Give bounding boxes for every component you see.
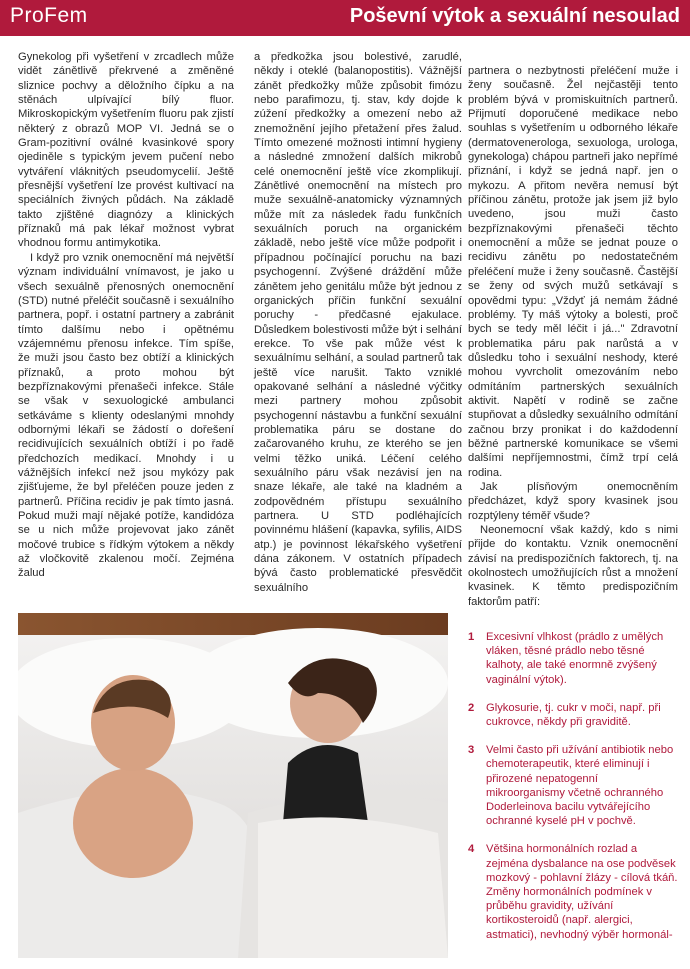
text-column-2 bbox=[254, 50, 462, 595]
list-text: Velmi často při užívání antibiotik nebo chemoterapeutik, které eliminují i přirozené nepatogenní mikroorganismy včetně ochranného Doderleinova bacilu vytvářejícího ochranné kyselé pH v pochvě. bbox=[486, 744, 674, 828]
page-header bbox=[0, 0, 690, 36]
list-number: 4 bbox=[468, 843, 475, 856]
paragraph: I když pro vznik onemocnění má největší význam individuální vnímavost, je jako u všech sexuálně přenosných onemocnění (STD) nutné přeléčit současně i sexuálního partnera, popř. i ostatní partnery a zabránit tímto dalšímu nebo i opětnému vzájemnému přenosu infekce. Tím spíše, že muži jsou často bez obtíží a klinických příznaků, a proto mohou být bezpříznakovými přenašeči infekce. Stále se však v sexuologické ambulanci setkáváme s klienty odeslanými mnohdy odbornými lékaři se žádostí o dořešení recidivujících sexuálních obtíží i po řadě předchozích medikací. Mnohdy i u vážnějších infekcí než jsou mykózy pak zjišťujeme, že byl přeléčen pouze jeden z partnerů. Příčina recidiv je pak tímto jasná. Pokud muži mají nějaké potíže, kandidóza se u nich může projevovat jako zánět močové trubice s řídkým výtokem a někdy až vločkovitě zkalenou močí. Zejména žalud bbox=[18, 251, 234, 580]
paragraph: Neonemocní však každý, kdo s nimi přijde do kontaktu. Vznik onemocnění závisí na predispozičních faktorech, tj. na okolnostech umožňujících růst a množení kvasinek. K těmto predispozičním faktorům patří: bbox=[468, 524, 678, 608]
list-text: Většina hormonálních rozlad a zejména dysbalance na ose podvěsek mozkový - pohlavní žlázy - cílová tkáň. Změny hormonálních podmínek v průběhu gravidity, užívání kortikosteroidů (např. alergici, astmatici), nevhodný výběr hormonál- bbox=[486, 843, 678, 941]
list-text: Excesivní vlhkost (prádlo z umělých vláken, těsné prádlo nebo těsné kalhoty, ale také enormně zvýšený vaginální výtok). bbox=[486, 631, 664, 686]
list-number: 2 bbox=[468, 701, 475, 714]
list-item bbox=[468, 842, 678, 941]
paragraph: a předkožka jsou bolestivé, zarudlé, někdy i oteklé (balanopostitis). Vážnější zánět předkožky může způsobit fimózu nebo parafimozu, tj. stav, kdy dojde k zúžení předkožky a omezení nebo až znemožnění jejího přetažení přes žalud. Tímto omezené možnosti intimní hygieny a následné zmnožení dalších mikrobů celé onemocnění ještě více zkomplikují. Zánětlivé onemocnění na místech pro muže sexuálně-anatomicky významných může mít za následek řadu funkčních sexuálních poruch na organickém základě, nebo ještě více může podpořit i případnou počínající poruchu na bazi psychogenní. Zvýšené dráždění může zánětem jeho genitálu může být jednou z organických příčin funkční sexuální poruchy - předčasné ejakulace. Důsledkem bolestivosti může být i selhání erekce. To vše pak může vést k sexuálnímu selhání, a soulad partnerů tak ještě více narušit. Takto vzniklé opakované selhání a následné výčitky mezi partnery mohou způsobit psychogenní nástavbu a funkční sexuální problematika páru se dostane do začarovaného kruhu, ze kterého se jen velmi těžko uniká. Léčení celého sexuálního páru však nezávisí jen na snaze lékaře, ale také na kladném a zodpovědném přístupu sexuálního partnera. U STD podléhajících povinnému hlášení (kapavka, syfilis, AIDS atp.) je povinnost lékařského vyšetření dána zákonem. V ostatních případech bývá často problematické přesvědčit sexuálního bbox=[254, 51, 462, 594]
list-text: Glykosurie, tj. cukr v moči, např. při cukrovce, někdy při graviditě. bbox=[486, 701, 661, 729]
page-title: Poševní výtok a sexuální nesoulad bbox=[349, 5, 680, 27]
predisposing-factors-list bbox=[468, 630, 678, 956]
list-item bbox=[468, 743, 678, 828]
list-number: 1 bbox=[468, 631, 475, 643]
brand-logo: ProFem bbox=[10, 4, 88, 27]
list-item bbox=[468, 630, 678, 687]
list-item bbox=[468, 701, 678, 729]
text-column-1 bbox=[18, 50, 234, 581]
text-column-3 bbox=[468, 64, 678, 609]
list-number: 3 bbox=[468, 744, 475, 757]
paragraph: partnera o nezbytnosti přeléčení muže i ženy současně. Žel nejčastěji tento problém bývá v promiskuitních partnerů. Přijmutí doporučené medikace nebo souhlas s vyšetřením u odborného lékaře (dermatovenerologa, sexuologa, urologa, gynekologa) chápou partneři jako nepřímé přiznání, i když se jedná např. jen o mykozu. A přitom nevěra nemusí být příčinou zánětu, protože jak jsem již bylo uvedeno, jsou muži často bezpříznakovými přenašeči těchto onemocnění a může se jednat pouze o recidivu zánětu po nedostatečném přeléčení muže i ženy současně. Častější se ženy od svých mužů setkávají s opovědmi typu: „Vždyť já nemám žádné problémy. Ty máš výtoky a bolesti, proč bych se tedy měl léčit i já..." Zdravotní problematika páru pak narůstá a v důsledku toho i sexuální neshody, které mohou vyvrcholit omezováním nebo odmítáním partnerských sexuálních aktivit. Napětí v rodině se začne stupňovat a důsledky sexuálního odmítání začnou brzy pronikat i do každodenní běžné partnerské komunikace se všemi dalšími nepříjemnostmi, čímž trpí celá rodina. bbox=[468, 65, 678, 479]
paragraph: Jak plísňovým onemocněním předcházet, když spory kvasinek jsou rozptýleny téměř všude? bbox=[468, 480, 678, 522]
couple-in-bed-photo bbox=[18, 613, 448, 958]
paragraph: Gynekolog při vyšetření v zrcadlech může vidět zánětlivě překrvené a změněné sliznice pochvy a děložního čípku a na stěnách ulpívající bílý fluor. Mikroskopickým vyšetřením fluoru pak zjistí některý z obrazů MOP VI. Jedná se o Gram-pozitivní oválné kvasinkové spory ojediněle s typickým jevem pučení nebo vytváření vláknitých pseudomycelií. Ještě přesnější vyšetření lze provést kultivací na speciálních živných půdách. Na základě takto zjištěné diagnózy a klinických příznaků má pak lékař možnost vybrat vhodnou formu antimykotika. bbox=[18, 51, 234, 250]
